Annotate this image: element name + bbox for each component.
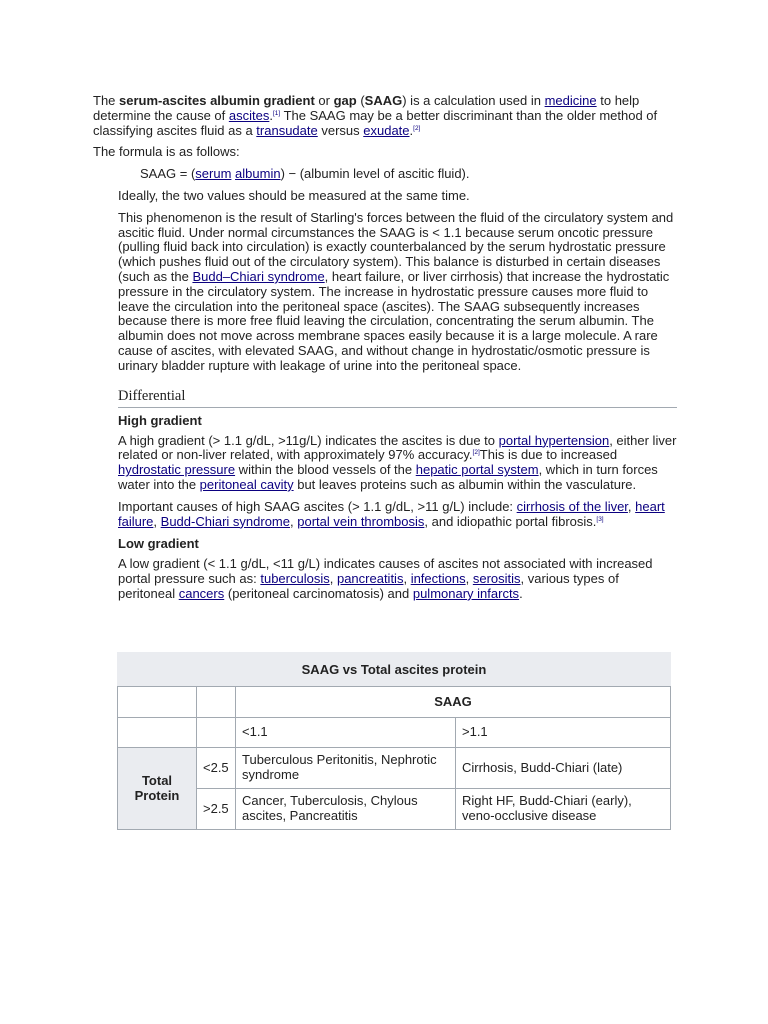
saag-header: SAAG xyxy=(236,687,671,718)
high-gradient-paragraph: A high gradient (> 1.1 g/dL, >11g/L) indicates the ascites is due to portal hypertension, either liver related or non-liver related, with approximately 97% accuracy.[2]This is due to increased hydrostatic pressure within the blood vessels of the hepatic portal system, which in turn forces water into the peritoneal cavity but leaves proteins such as albumin within the vasculature. xyxy=(118,432,677,492)
low-gradient-paragraph: A low gradient (< 1.1 g/dL, <11 g/L) indicates causes of ascites not associated with increased portal pressure such as: tuberculosis, pancreatitis, infections, serositis, various types of peritoneal cancers (peritoneal carcinomatosis) and pulmonary infarcts. xyxy=(118,556,653,601)
table-subheader-row xyxy=(118,718,671,748)
link-pancreatitis[interactable]: pancreatitis xyxy=(336,571,404,587)
row-header-total-protein: Total Protein xyxy=(118,748,197,830)
subheading-low-gradient: Low gradient xyxy=(118,536,199,552)
link-portal-vein-thrombosis[interactable]: portal vein thrombosis xyxy=(297,513,425,529)
saag-table xyxy=(117,652,671,830)
article-body xyxy=(93,94,677,602)
link-hepatic-portal-system[interactable]: hepatic portal system xyxy=(415,462,539,478)
link-portal-hypertension[interactable]: portal hypertension xyxy=(498,432,610,448)
subheading-high-gradient: High gradient xyxy=(118,412,202,428)
table-header-row xyxy=(118,687,671,718)
col-header-high: >1.1 xyxy=(456,718,671,748)
link-heart-failure[interactable]: heart failure xyxy=(118,498,665,529)
col-header-low: <1.1 xyxy=(236,718,456,748)
term-saag: serum-ascites albumin gradient xyxy=(119,93,315,108)
link-peritoneal-cavity[interactable]: peritoneal cavity xyxy=(199,476,294,492)
reference-2[interactable]: [2] xyxy=(413,124,421,132)
link-pulmonary-infarcts[interactable]: pulmonary infarcts xyxy=(412,585,520,601)
link-exudate[interactable]: exudate xyxy=(363,122,410,138)
empty-cell xyxy=(118,718,197,748)
link-budd-chiari[interactable]: Budd–Chiari syndrome xyxy=(192,268,325,284)
protein-cell: >2.5 xyxy=(197,789,236,830)
empty-cell xyxy=(197,687,236,718)
protein-cell: <2.5 xyxy=(197,748,236,789)
reference-3[interactable]: [3] xyxy=(596,515,604,523)
table-row xyxy=(118,789,671,830)
table-caption: SAAG vs Total ascites protein xyxy=(117,652,671,686)
intro-paragraph: The serum-ascites albumin gradient or gap (SAAG) is a calculation used in medicine to help determine the cause of ascites.[1] The SAAG may be a better discriminant than the older method of classifying ascites fluid as a transudate versus exudate.[2] xyxy=(93,93,658,138)
reference-2b[interactable]: [2] xyxy=(472,449,480,457)
empty-cell xyxy=(118,687,197,718)
starling-paragraph: This phenomenon is the result of Starling's forces between the fluid of the circulatory system and ascitic fluid. Under normal circumstances the SAAG is < 1.1 because serum oncotic pressure (pulling fluid back into circulation) is exactly counterbalanced by the serum hydrostatic pressure (which pushes fluid out of the circulatory system). This balance is disturbed in certain diseases (such as the Budd–Chiari syndrome, heart failure, or liver cirrhosis) that increase the hydrostatic pressure in the circulatory system. The increase in hydrostatic pressure causes more fluid to leave the circulation into the peritoneal space (ascites). The SAAG subsequently increases because there is more free fluid leaving the circulation, concentrating the serum albumin. The albumin does not move across membrane spaces easily because it is a large molecule. A rare cause of ascites, with elevated SAAG, and without change in hydrostatic/osmotic pressure is urinary bladder rupture with leakage of urine into the peritoneal space. xyxy=(118,209,674,373)
reference-1[interactable]: [1] xyxy=(272,109,281,117)
formula: SAAG = (serum albumin) − (albumin level of ascitic fluid). xyxy=(140,166,470,182)
measurement-note: Ideally, the two values should be measured at the same time. xyxy=(118,187,470,203)
high-saag-cell: Cirrhosis, Budd-Chiari (late) xyxy=(456,748,671,789)
table-row xyxy=(118,748,671,789)
link-cirrhosis[interactable]: cirrhosis of the liver xyxy=(516,498,628,514)
formula-intro: The formula is as follows: xyxy=(93,144,240,160)
link-albumin[interactable]: albumin xyxy=(235,166,281,182)
link-ascites[interactable]: ascites xyxy=(228,107,270,123)
link-tuberculosis[interactable]: tuberculosis xyxy=(260,571,330,587)
section-heading-differential: Differential xyxy=(118,387,677,408)
link-transudate[interactable]: transudate xyxy=(256,122,318,138)
link-serositis[interactable]: serositis xyxy=(472,571,521,587)
link-medicine[interactable]: medicine xyxy=(544,93,597,108)
link-infections[interactable]: infections xyxy=(410,571,466,587)
empty-cell xyxy=(197,718,236,748)
link-serum[interactable]: serum xyxy=(195,166,232,182)
link-cancers[interactable]: cancers xyxy=(178,585,225,601)
link-hydrostatic-pressure[interactable]: hydrostatic pressure xyxy=(118,462,236,478)
high-saag-causes: Important causes of high SAAG ascites (> 1.1 g/dL, >11 g/L) include: cirrhosis of the liver, heart failure, Budd-Chiari syndrome, portal vein thrombosis, and idiopathic portal fibrosis.[3] xyxy=(118,498,665,529)
link-budd-chiari-2[interactable]: Budd-Chiari syndrome xyxy=(160,513,290,529)
high-saag-cell: Right HF, Budd-Chiari (early), veno-occlusive disease xyxy=(456,789,671,830)
low-saag-cell: Cancer, Tuberculosis, Chylous ascites, Pancreatitis xyxy=(236,789,456,830)
low-saag-cell: Tuberculous Peritonitis, Nephrotic syndrome xyxy=(236,748,456,789)
